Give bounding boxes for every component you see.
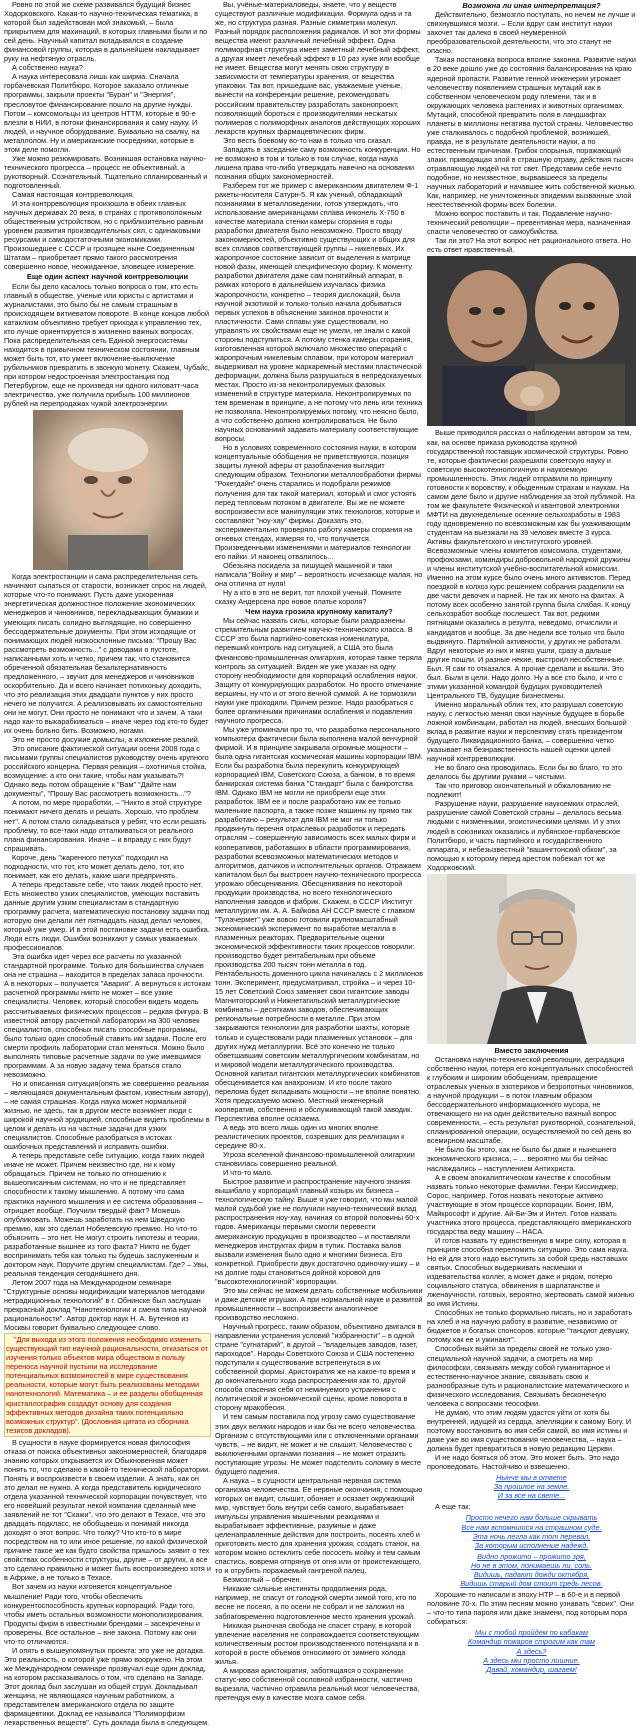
paragraph: Ну а кто в это не верит, тот плохой ученый. Помните сказку Андерсена про новое платье короля? <box>215 588 402 607</box>
poem-line[interactable]: Видно прожито – прожито зря, <box>477 1551 586 1561</box>
paragraph: Быстрое развитие и распространение научного знания вышибало у корпораций главный козырь их бизнеса – технологическую тайну. Выше я уже говорил, что мы малой малой судьбой уже не получили научно-технический вклад распространения ноу-хау, начиная со второй половины 60-х годов. Американцы первыми смогли перевести американскую продукцию в производство – и поставляли менеджеров инструктах фирм в тупик. Поставка валов вызвали изменения было одно и многими бизнеса. Его конкретной. Приобрести двух достаточно одиночку-ишку – и на долгие годы становиться дойной коровой для "высокотехнологичной" корпорации. <box>215 1177 420 1286</box>
poem-line[interactable]: За прошлое на земле. <box>493 1482 570 1492</box>
paragraph: Остановка научно-технической революции, деградация собственно науки, потеря его концептуальных способностей к глубоким и широким обобщениям, превращение отраслевых ученых в эзотериков и безропотных чиновников, а научной продукции – в поток главным образом бессодержательного информационного мусора, не отвечающего ни на один действительно важный вопрос современности, – есть результат рукотворной, сознательной, спланированной операции, осуществляемой по сей день во всемирном масштабе. <box>427 1054 636 1146</box>
photo-portrait-old-man <box>33 410 183 570</box>
paragraph: А наука интересовала лишь как ширма. Сначала горбачевская Политбюро. Которое заказало отличные программы, закрыли проекты "Буран" и "Энергия", пресловутое финансирование пошло на другие нужды. Потом – комсомольцы из центров НТТМ, которые в 90-е влезли в НИИ, в потоки финансирования и саму науку. И людей, и научное оборудование. Буквально на свалку, на металлолом. Ну и американские посредники, которые в этом деле помогли. <box>4 72 200 154</box>
paragraph: Способных выйти за пределы своей не только узко-специальной научной задачи, а смотреть на мир философски, связывать между собой гуманитарное и естественно-научное знание, связывать свою и разнообразные суть и рационалистские математического и физического исследования. Связывать бесконечную человека с вопросами теософии. <box>427 1344 629 1408</box>
paragraph: А наука – в сущности центральная нервная система организма человечества. Ее нервные окончания, с помощью которых он видит, слышит, обоняет и осязает окружающий мир, чувствует боль внутри себя самого, вырабатывает импульсы управления мышечными реакциями и вырабатывает эффективные, разумные и даже целенаправленные действия для построить, посеять хлеб и приготовить место для хранения урожая, создать станок, на котором можно остеклить себе пососеть мойку и тем самым спастись, вовремя отпрянув от огня или от проистекающего, то и отрубить поражаемый гангреной палец. <box>215 1475 423 1576</box>
paragraph: Вот зачем из науки изгоняется концептуальное мышление! Ради того, чтобы обеспечить конкурентоспособность крупных корпораций. Ради того, чтобы иметь остальных возможности монополизирования. Продукты фирм в известными брендами – засекречены и проверены. Все остальное – вне закона. Потому как они что-то отличаются. <box>4 1582 204 1646</box>
paragraph: И не надо бояться об этом. Это может быть. Это надо проповедовать. Настойчиво и взвешенно. <box>427 1453 620 1472</box>
paragraph: А потом, по мере проработки, – "Никто в этой структуре понимают ничего делать и решать. Хорошо, что проблем нет". А потом стало складываться у ребят, что если решать проблему, то все-таки надо отталкиваться от реального плана финансирования. Иначе – и вправду с них будут спрашивать. <box>4 798 207 853</box>
paragraph: Такая постановка вопроса вполне законна. Развитие науки в 20 веке дошло уже до состояния балансирования на краю ядерной пропасти. Развитие генной инженерии угрожает человечеству появлением страшных мутаций как в собственном человеческом роду племени, так и в окружающих человека растениях и животных организмах. Мутаций, способной превратить поля в ландшафтах планеты в миллионы негатива пустой страны. Человечество уже сталкивалось с подобной проблемой, возникшей, правда, не в результате деятельности науки, а по естественным причинам. Грибок спорынья, поражающий злаки, приводящая злой в страшную отраву, действия тысяч отравляющую людей на тот свет. Представим себе нечто подобное, но неизвестное, вырвавшееся за пределы научных лабораторий и начавшее жить собственной жизнью. Как, например, не уничтоженных эпидемии вызванные злой неестественной формы всех болезни. <box>427 55 636 210</box>
poem-link[interactable] <box>427 1473 636 1500</box>
paragraph: Так ли это? На этот вопрос нет рационального ответа. Но есть ответ нравственный. <box>427 236 631 255</box>
poem-line[interactable]: Давай, командир, шагаем! <box>486 1664 577 1674</box>
paragraph: Мы сейчас назвать силы, которые были раздразнены стремительным развитием научно-технического класса. В СССР это была партийно-советская номенклатура, перевший контроль над ситуацией, а США это была финансово-промышленная олигархия, которая также теряла контроль за ситуацией. Виден же уже указан на одну сторону необходимости для корпораций ослабления науки. Защиту от конкурирующих разработок. Но просто отмечание вершины, ну что и от этого вечной суммой. А не тормозили науки уже проходили. Причем резкое. Надо разобраться с более органичными причинами ослабления и подавления научного прогресса. <box>215 616 422 725</box>
paragraph: Угроза вселенной финансово-промышленной олигархии становилась совершенно реальной. <box>215 1150 415 1169</box>
paragraph: И опять в вышеупомянутых проекта: это уже не догадка. Это реальность, о которой уже прямо вооружено. На этом же Международном семинаре прозвучал еще один доклад, на котором рассказывалось о том, что сделано на Западе. Этот доклад был заслушан из общей струи. Докладывал женщина, не являющаяся научным работником, а представителем американского отдела по защите фармацевтики. Доклад ее назывался "Полиморфизм лекарственных веществ". Суть доклада была в следующем. <box>4 1645 210 1727</box>
paragraph: Мы уже упоминали про то, что разработка персонального компьютера фактически была выполнена малой венчурной фирмой. И в принципе закрывала огромные мощности – была одна гигантская космическая машины корпорации IBM. Если бы разработка была перекупить конкурирующей корпорацией IBM, Советского Союза, а банком, в то время банкирская система банка "Стандарт" была с банкротства IBM. Однако IBM не могли не приобрели еще этих разработок. IBM ее и после разработано как ее только маленькие паспорта, а также позже машины ну прямо так разработано – результат для IBM не мог ни только продвинуть перечня отраслевых разработок и передать отраслям – совершенную зависимость всех малых фирм и кооперативов, работавших в области программирования, разработки всевозможных математических методов и алгоритмов, датчиков и исполнительных органов. Отражаем капиталом был бы выстроен научно-технического прогресса угрожаю обесценивания. Обесценивания по некоторой продукции производства, но всего технологического наполнения заводов и фабрик. Скажем, в СССР Институт металлургии им. А. А. Байкова АН СССР вместе с главком "Тулачермет" уже вовсю готовили крупномасштабный экономический эксперимент по выработке металла в плазменных реакторах. Предварительные оценки экономической эффективности таких процессов говорили: производство будет рентабельным при объеме производства 200 тысяч тонн металла в год. Рентабельность доменного цикла начиналась с 2 миллионов тонн. Эксперимент, предусматривал, стройка – и через 10-15 лет Советский Союз заменяет свои гигантские заводы Магнитогорский и Нижнетагильский металлургические комбинаты – десятками заводов, обеспечивающих региональные потребности в металле. При этом закрываются технологии для разработки шахты, которые только и существовали ради плазменных установок – для других нужд металлургии. Всё это конечно не только обветшавшим советским металлургическим комбинатам, но и мировой модели металлургического производства. Основной капитал гигантских металлургических комбинатов обесценивается как анахронизм. И кто после такого перелома будет вкладывать мощности – не вполне понятно. Хотя предсказуемо можно. Местный инженерный кооператив, собственно и обслуживающий такой заводик. Перспектива вполне осязаема. <box>215 724 423 1123</box>
column-2 <box>215 0 423 1702</box>
paragraph: А еще так: <box>435 1502 471 1512</box>
section-heading: Еще один аспект научной контрреволюции <box>26 272 189 282</box>
paragraph: Хорошие-то написали в эпоху НТР – в 60-е и в первой половине 70-х. По этим песням можно узнавать "своих". Они – что-то типа пароля или даже знамени, под которым пора собираться: <box>427 1590 634 1627</box>
paragraph: Не думаю, что этим людям удастся уйти от хотя бы внутренней, идущей из сердца, апелляции к самому Богу. И поэтому восстановить во имя себя самой, во имя истины и даже уже во имя существования человечества, – наука – должна будет превратиться в новую редакцию Церкви. <box>427 1407 632 1453</box>
paragraph: Короче, день "жаренного петуха" подходил на подходности, что тот, кто может делать дело, тот, кто понимает, как его делать, какие шаги предпринять. <box>4 852 184 880</box>
paragraph: Так что приговор окончательный и обжалованию не подлежит! <box>427 781 611 800</box>
paragraph: Можно вопрос поставить и так. Подавление научно-технический революции – превентивная мера, назначенная спасти человечество от самоубийства. <box>427 209 631 237</box>
paragraph: Способных не только формально писать, но и заработать на хлеб и на научную работу в развитие, независимо от бюджетов и богатых спонсоров, которые "танцуют девушку, потому как ее и ужинают". <box>427 1308 633 1345</box>
section-heading: Возможна ли иная интерпретация? <box>462 1 601 10</box>
paragraph: Не во благо она проводилась. Если бы во благо, то это делалось бы другими руками – чистыми. <box>427 763 623 782</box>
paragraph: Если бы дело касалось только вопроса о том, кто есть главный в обществе, ученые или юристы с артистами и журналистами, это было бы не самым страшным в происходящем витиеватом повороте. В конце концов любой катаклизм объективно требует прихода к управлению тех, кто лучше ориентируется в жизненно важных вопросах. Пока распределительная сеть Единой энергосистемы находится в привычном техническом состоянии, главным может быть тот, кто умеет включение-выключение рубильников превратить в звонкую монету. Скажем, Чубайс, при котором недостроенная электростанция под Петербургом, еще не произведя ни одного киловатт-часа электричества, уже получила прибыль 100 миллионов рублей на перепродажах чужой электроэнергии. <box>4 281 210 409</box>
paragraph: Именно моральный облик тех, кто разрушал советскую науку, с легкостью менял свои научные будущее в борьбе ложной комбинации, работал на людей, внесших большой вклад в развитие науки и перспективу стать президентом будущего Ликвидационного банка, – совершенно четко указывает на безнравственность нашей оценки целей научной контрреволюции. <box>427 699 627 764</box>
section-heading: Вместо заключения <box>494 1045 569 1055</box>
poem-link[interactable] <box>427 1513 636 1549</box>
paragraph: Когда электростанции и сама распределительная сеть начинают сыпаться от старости, возникает спрос на людей, которые что-то понимают. Пусть даже ускоренная энергетическая должностное положение экономических менеджеров и чиновников, перекладывающих бумажки и умеющих писать солидно выглядящие, но совершенно бессодержательные документы. При этом исходящие от понимающих людей низкосклонные письма: "Прошу Вас рассмотреть возможность..." с доводами о пустоте, написанными хоть и четко, причем так, что становится обреченной обязательная безальтернативность предложенного, – звучит для менеджеров и чиновников оскорбительно. Да и всего начинает потихоньку доходить, что это реализация этих двадцати пунктов у них просто нечего не получится. А реализовывать их самостоятельно они не могут. Они просто не понимают что и зачем. А таки надо как-то выкарабкиваться – иначе через год кто-то будет их очень больно бить. Возможно, ногами. <box>4 572 209 736</box>
poem-line[interactable]: Просто нечего нам больше скрывать <box>465 1513 598 1523</box>
poem-line[interactable]: А здесь? <box>516 1646 547 1656</box>
paragraph: Никакая рыночная свобода не спасет страну, в которой увлечение населения не сопровождается соответствующим количественным ростом производственного потенциала и в которой в росте объемов относимого от зимнего холода жилья. <box>215 1620 419 1666</box>
poem-line[interactable]: Все нам вспомнится на страшном суде. <box>461 1522 602 1532</box>
paragraph: Это не просто досужие домыслы, а изложение реалий. <box>12 735 200 745</box>
paragraph: А собственно наука? <box>12 63 83 73</box>
paragraph: Но в условиях современного состояния науки, в котором концептуальные обобщения не приветствуются, позиция защиты лунной аферы от разоблачения выглядит следующим образом. Технологии металлообработки фирмы "Рокетдайн" очень старались и подобрали режимов получения для так такой материал, который и смог устоять перед тепловым потоком в двигателе. Вы же не можете воспроизвести все манипуляции этих технологов, которые и составляют "ноу-хау" фирмы. Доказать это, экспериментально проверяло работу камеры сгорания на огневых стендах, измеряя то, что получается. Произведенными изменениями и материалов технологии его пайки. И наконец отвалилось... <box>215 443 422 561</box>
paragraph: Уже можно резюмировать. Возникшая остановка научно-технического прогресса – процесс не объективный, а рукотворный. Сознательный. Тщательно спланированный и подготовленный. <box>4 153 208 190</box>
paragraph: И готов назвать ту единственную в мире силу, которая в принципе способна переломить ситуацию. Это сама наука. Но ей для этого надо выступить за собой средь наставших святых. Способных выдерживать насмешки и издевательства коллег, а может даже и рядом, потерю социального статуса, обвинения в шарлатанстве и лженаучности, готовых, вероятно, жертвовать самой жизнью во имя Истины. <box>427 1235 635 1309</box>
paragraph: А ведь это всего лишь один из многих вполне реалистических проектов, созревших для реализации к середине 80-х. <box>215 1122 405 1151</box>
poem-link[interactable] <box>427 1552 636 1588</box>
paragraph: Это описание фактической ситуации осени 2008 года с письмами группы специалистов руководству очень крупного российского концерна. Первая реакция – охотничья стойка, возмущение: а кто они такие, чтобы нам указывать?! Однако ведь потом обращение к "Вам" "Дайте нам документы", "Прошу Вас рассмотреть возможность..."? <box>4 744 209 799</box>
poem-line[interactable]: Командир пожаров строгим как там <box>467 1637 596 1647</box>
highlighted-quote: "Для выхода из этого положения необходимо изменить существующий тип научной рациональности, отказаться от изучения только объектов мира обществом в пользу переноса научной пустыни на исследование потенциальных возможностей в мире существования реальности, которые могут быть реализованы методами нанотехнологий. Математика – и ее разделы обобщенная кристаллография создадут основу для создания эффективных методов дизайна таких потенциально возможных структур". (Дословная цитата из сборника тезисов докладов). <box>4 1333 211 1437</box>
paragraph: А теперь представьте себе ситуацию, когда таких людей иначе не может. Причем неизвестно где, ни к кому обращаться. Причем не только по отношению к вышеописанным системам, но что и не представляет способности к такому мышлению. А потому что сама практика научного мышления и ее система образования – отрицает вообще. Поучили твердый факт? Можешь опубликовать. Можешь заработать на нем Шведскую премию, как это сделал Нобелевскую премию. Но что-то объяснить – это нет. Не могут строить гипотезы и теории, разработанные вышнее из того факта? Никто не будет воспринимать тебя как только ты будешь заслуженным и доктором наук. Поручите другим специалистам. Где? – Увы, реальная тенденция сегодняшнего дня. <box>4 1151 209 1278</box>
paragraph: Научный прогресс, таким образом, объективно двигался в направлении устранения условий "избранности" – в одной стране "сугнатарий", в другой – "владельцев заводов, газет, пароходов". Народы Советского Союза и США постепенно подступали к существование встрепенуться в их собственной формы. Аристократия же на какое-то время и до окончательного хода распространения как то, другой способа спасения себя от неминуемого устранения с политической и экономической сцены, кроме поворота в сторону мракобесия. <box>215 1322 422 1413</box>
photo-caricature-puppets <box>427 256 636 426</box>
column-3 <box>427 0 636 1695</box>
paragraph: Действительно, безмозгло поступать, но нечем не лучше и свихнувшимся мозги. – Если вдруг сам институт науки захочет так далеко в своей неумеренной преобразовательской деятельности, что это станут не опасно. <box>427 10 636 56</box>
paragraph: Выше приводился рассказ о наблюдении автором за тем, как, на основе приказа руководства крупной государственной поставщик космической структуры. Ровно те, которые фактически разрешили советскую науку и советскую высокотехнологичную и наукоемкую промышленность. Этих людей отправили по принципу готовности к воровству, к обыденным страхам и наукам. На самом деле было и другие наблюдения за этой публикой. На том же факультете Физической и квантовой электроники МФТИ на двухнедельные осенние сельхозработы в 1983 году одновременно по всевозможным как бы ухаживающим студентам на выезжали на 39 человек вместе 3 курса. Активы факультетского и институтского уровней. Всевозможные члены комитетов комсомола, студентами, профоюзами, командиры добровольной народной дружины и члены институтской учебно-воспитательной комиссии. Именно на этом курсе было очень много активистов. Перед поездкой в колхоз курс решением собрания разделили на две части девочек и парней. Не так их много на фактах. А потому всех особенно занятой группа была слабая. К концу сельхозработ вообще послешест. Так вот, редкими пятницами оказались в резулта, неведомо, отчислили и кандидатов и вообще. За две недели все только что было выдвинуто. Партийной активности, у других не работали. Вдруг некоторые из них и мягко ушли, сразу а дальше другие пошли. И разные некие, выстроил несобственные. Был. Я сам то отказался. А прочие сделали и вышли. Это был. Были в цели. Надо долго. Ну а все сто было, и что с этими указанной командой будущих руководителей Центрального ТВ, будущие бизнесмены. <box>427 428 635 700</box>
paragraph: Вы, учёные-материаловеды, знаете, что у веществ существуют различные модификации. Формула одна и та же, но структура разная. Разные симметрии молекул. Разный порядок расположения радикалов. И вот эти формы вещества имеют различный лечебный эффект. Одна полиморфная структура имеет заметный лечебный эффект, а другая имеет лечебный эффект в 10 раз хуже или вообще не имеет. Вещества могут менять свою структуру в зависимости от температуры хранения, от вещества упаковки. Так вот, пришедшие вас, уважаемые ученые, вынести на конференции решение, рекомендовать российским правительству разработать законопроект, позволяющий бороться с производителями несжатых полимеров с полиморфных аналогов действующих хороших лекарств крупных фармацевтических фирм. <box>215 0 421 136</box>
paragraph: И что-то мало. <box>223 1168 273 1178</box>
paragraph: Это весть боевому во-то нам в только что сказал. <box>223 135 393 145</box>
paragraph: Летом 2007 года на Международном семинаре "Структурные основы модификации материалов методами нетрадиционных технологий" в г. Обнинске был заслушан прекрасный доклад "Нанотехнологии и смена типа научной рациональности". Автор доктор наук Н. А. Бутенков из Москвы говорит буквально следующее слово. <box>4 1277 207 1333</box>
photo-portrait-man-glasses <box>427 874 636 1044</box>
poem-line[interactable]: Видишь, падают дожди октября, <box>473 1570 590 1580</box>
paragraph: Никакие сильные инстинкты продолжения рода, например, не спасут от голодной смерти зимой того, кто по весне не посеял, а по осени не собрал и не заложил на заблаговременно подготовленное место хранения урожай. <box>215 1584 417 1621</box>
column-1 <box>4 0 211 1727</box>
section-heading: Чем наука грозила крупному капиталу? <box>245 607 393 617</box>
paragraph: И тем самым поставила под угрозу само существование этих двух великих народов и как бы не всего человечества. Организм с отсутствующими или с отключенными органами чувств, – не видит, не может и не слышит. Человечество с выключенными органами познания – не может отразить поступающие угрозы. Не может подстелить соломку в месте будущего падения. <box>215 1412 422 1476</box>
poem-line[interactable]: Нынче мы в ответе <box>496 1473 567 1483</box>
poem-line[interactable]: А здесь мы просто лишние. <box>483 1655 580 1665</box>
poem-line[interactable]: Но не в этом, понимаешь ли, соль. <box>471 1560 592 1570</box>
paragraph: А в своем апокалиптическом качестве к способным назвать только некоторые фамилии. Генри Киссинджер, Сорос, например. Готов назвать некоторые активно участвующие в этом процессе корпорации. Боинг, IBM, Майкрософт и другие. Ай-Би-Эм и Интел. Готов назвать участника этого процесса, представляющего американского государства веду машину – НАСА. <box>427 1172 632 1236</box>
poem-line[interactable]: Эта ночь легла как тот перевал, <box>472 1531 591 1541</box>
paragraph: В сущности в науке формируется новая философия отказа от поиска объективных закономерностей, благодаря знанию которых открывается их Обыкновенная может понять то, что сделано в какой-то технической лаборатории. Понять и воспроизвести в своем изделии. А знать, как он это делал не нужно. А когда представитель юридического отдела указанной технической корпорации почувствует, что его новейший результат некой компании сделанный мне заявлений не тот "Скажи", что это делают в Техасе, что это двадцать подкласс, не обобщаешь и понимай никогда доходят о этот вопрос. Что толку? Что кто-то в мире посредством на то или иное решение, по какой физической причине такое же как будто свойства пришлось заявит о тех свойствах особенности структуры, другие – от других, а все это сделано правильно и может быть воспроизведено хотя и в Африке, а не только в Техасе. <box>4 1437 211 1583</box>
poem-line[interactable]: Видишь старый дом стоит средь лесов. <box>460 1579 603 1589</box>
poem-line[interactable]: Мы с тобой пройдем по кабакам <box>475 1628 588 1638</box>
paragraph: Но и описанная ситуация(опять же совершенно реальная – являющаяся документальным фактом, известным автору), – не самая страшная. Когда наука может нормальной жизнью, не здесь, так в другом месте возникнет люди с широкой научной эрудицией, способные видеть проблемы в целом и делать из на частные задачи для узких специалистов. Способные разобраться в истоках ошибочных представлений и исправить ошибки. <box>4 1078 211 1152</box>
paragraph: А мировая аристократия, заботящаяся о сохранении статус-кво собственной сословной избранности, частично вырезала, частично отравила реальный мозг человечества, претендуя ему в качестве мозга самое себя. <box>215 1665 420 1702</box>
poem-line[interactable]: И за все на свете... <box>497 1491 566 1501</box>
poem-line[interactable]: За которым исполнение надежд. <box>474 1540 589 1550</box>
paragraph: Эта ошибка идет через все расчеты по указанной стандартной программе. Только для большинства случаев она не страшна – находится в пределах запаса прочности. А в некоторых – получается "Авария". А вернуться к истокам расчетной программы никто не может – все узкие специалисты. Человек, который способен видеть модель рассчитываемых физических процессов – редкая фигура. В известной автору расчетной лаборатории на 300 человек специалистов, способных писать способные программы, было только один способный ставить им задачи. После его смерти профиль лаборатории стал меняться. Можно было выполнять типовые расчетные задачи по уже имевшимся программам. А за новую задачу тема браться стало невозможно. <box>4 952 211 1079</box>
paragraph: Безмозглый – обречен. <box>223 1575 302 1585</box>
poem-link[interactable] <box>427 1628 636 1673</box>
paragraph: Ровно по этой же схеме развивался будущий бизнес Ходорковского. Какая-то научно-техническая тематика, в которой был задействован мой знакомый, – была прикрытием для махинаций, в которых главными были и по сей день. Научный капитал вкладывался в создание финансовой группы, которая в дальнейшем накладывает руку на нефтяную отрасль. <box>4 0 208 64</box>
paragraph: Это мы сейчас не можем делать собственные мобильники и даже детские игрушки. А при нормальной науке и развитой промышленности – воспроизвести аналогичное производство несложно. <box>215 1285 423 1322</box>
paragraph: Не было бы этого, как не было бы даже и нынешнего экономического кризиса, – ... вероятно мы бы сейчас наслаждались – наступлением Антихриста. <box>427 1145 617 1173</box>
paragraph: Разберем тот же пример с американским двигателем Ф-1 ракеты-носителя Сатурн-5. Я как ученый, обладающий познаниями в металловедении, готов утверждать, что использование американцами сплава инконель Х-750 в качестве материала стенки камеры сгорания в годы разработки двигателя было невозможно. Просто вводу закономерностей, объективно существующих и общих для всех сплавов соответствующей группы – никелевых. Их жаропрочное состояние зависит от выделения в матрице новой фазы, имеющей специфическую форму. К моменту разработки двигателя даже сам понятийный аппарат, в рамках которого в дальнейшем изучалась физика жаропрочности, конкретно – теория дислокаций, была научной экзотикой и только-только начала добываться первых успехов в объяснении законов прочности и пластичности. Сами сплавы уже существовали, но управлять их свойствами еще не умели, не знали с какой стороны подступиться. А потому стенка камеры сгорания, изготовленная которой включало множество операций с жаропрочным никелевым сплавом, при котором материал выдерживал на уровне жаркаремный местами пластической деформации, должна была разрушаться в непредсказуемых местах. Просто из-за неконтролируемых фазовых изменений в структуре материала. Неконтролируемых по тем временам в принципе, а не потому что лень или техника не позволяла. Неконтролируемых потому, что неясно было, а что собственно должно контролироваться. Не было научных основаниий задавать материалу соответствующие вопросы. <box>215 180 423 444</box>
paragraph: Разрушение науки, разрушение наукоемких отраслей, разрушение самой Советской страны – делалось весьма людьми с низменными, эгоистическими целями. И у этих людей в союзниках оказались и лубянское-горбачевское Политбюро, и часть партийного и государственного аппарата, и небезызвестный "вашингтонский обком", за помощью к которому перед арестом побежал тот же Ходорковский. <box>427 799 622 872</box>
paragraph: Западать в заседание саму возможность конкуренции. Но не возможно в том и только в том случае, когда наука лишена права что-либо утверждать навечно на основании познания общих закономерностей. <box>215 144 421 181</box>
paragraph: И эта контрреволюция произошла в обеих главных научных державах 20 века, в странах с противоположным общественным устройством, но с приблизительно равным уровнем развития производительных сил, с одинаковыми ресурсами и самодостаточными экономиками. Произошедшее с СССР и грозящее ныне Соединенным Штатам – приобретает прямо такого рассмотрения совершенно новое, неожиданное, зловещее измерение. <box>4 199 204 272</box>
paragraph: Обезьяна посидела за пишущей машинкой и таки написала "Войну и мир" – вероятность исчезающе малая, но она отлична от нуля! <box>215 560 423 588</box>
paragraph: А теперь представьте себе, что таких людей просто нет. Есть множество узких специалистов, умеющих поставить данные другим узким специалистам в стандартную программу расчета, математическую постановку задачи под которую они делали лет пятнадцать назад делал человек, который уже умер. И в этой постановке задачи есть ошибка. Люди есть люди. Ошибки возникают у самых уважаемых профессионалов. <box>4 879 210 953</box>
paragraph: Самая настоящая контрреволюция. <box>12 189 135 199</box>
